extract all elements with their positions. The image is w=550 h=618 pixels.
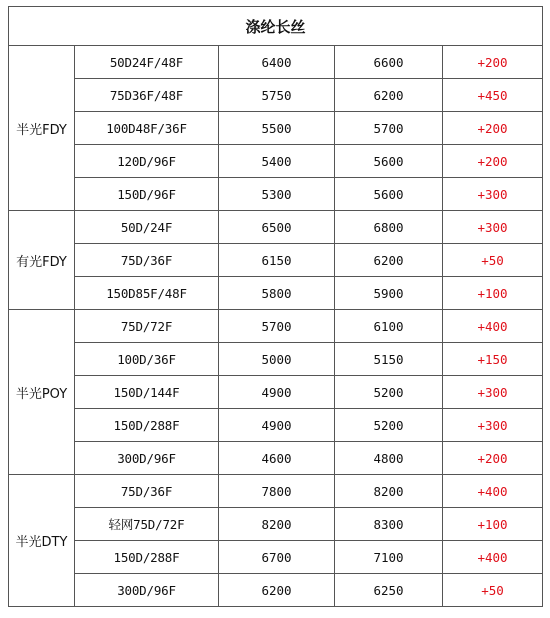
price-high-cell: 5700 <box>335 112 443 145</box>
price-low-cell: 8200 <box>219 508 335 541</box>
price-high-cell: 6800 <box>335 211 443 244</box>
spec-cell: 300D/96F <box>75 442 219 475</box>
price-low-cell: 5000 <box>219 343 335 376</box>
spec-cell: 300D/96F <box>75 574 219 607</box>
spec-cell: 150D/288F <box>75 409 219 442</box>
price-low-cell: 5300 <box>219 178 335 211</box>
change-cell: +50 <box>443 244 543 277</box>
category-cell: 半光FDY <box>9 46 75 211</box>
price-high-cell: 6600 <box>335 46 443 79</box>
table-row <box>9 310 543 343</box>
price-high-cell: 6200 <box>335 244 443 277</box>
table-row <box>9 46 543 79</box>
polyester-filament-price-table <box>8 6 543 607</box>
change-cell: +100 <box>443 277 543 310</box>
change-cell: +300 <box>443 409 543 442</box>
spec-cell: 50D24F/48F <box>75 46 219 79</box>
price-low-cell: 5750 <box>219 79 335 112</box>
table-row <box>9 343 543 376</box>
category-cell: 半光DTY <box>9 475 75 607</box>
table-row <box>9 112 543 145</box>
price-high-cell: 5600 <box>335 145 443 178</box>
spec-cell: 150D85F/48F <box>75 277 219 310</box>
change-cell: +200 <box>443 145 543 178</box>
price-low-cell: 6150 <box>219 244 335 277</box>
table-row <box>9 277 543 310</box>
table-row <box>9 211 543 244</box>
table-row <box>9 409 543 442</box>
price-low-cell: 4900 <box>219 376 335 409</box>
change-cell: +450 <box>443 79 543 112</box>
spec-cell: 100D48F/36F <box>75 112 219 145</box>
spec-cell: 75D/72F <box>75 310 219 343</box>
price-high-cell: 5200 <box>335 376 443 409</box>
spec-cell: 150D/288F <box>75 541 219 574</box>
change-cell: +300 <box>443 211 543 244</box>
change-cell: +200 <box>443 112 543 145</box>
price-high-cell: 8300 <box>335 508 443 541</box>
table-row <box>9 508 543 541</box>
table-row <box>9 145 543 178</box>
spec-cell: 100D/36F <box>75 343 219 376</box>
table-body <box>9 46 543 607</box>
price-high-cell: 5150 <box>335 343 443 376</box>
price-high-cell: 4800 <box>335 442 443 475</box>
price-low-cell: 6700 <box>219 541 335 574</box>
price-low-cell: 4900 <box>219 409 335 442</box>
change-cell: +400 <box>443 475 543 508</box>
change-cell: +50 <box>443 574 543 607</box>
table-row <box>9 79 543 112</box>
spec-cell: 75D/36F <box>75 475 219 508</box>
price-high-cell: 5900 <box>335 277 443 310</box>
change-cell: +200 <box>443 442 543 475</box>
change-cell: +400 <box>443 310 543 343</box>
spec-cell: 75D/36F <box>75 244 219 277</box>
spec-cell: 轻网75D/72F <box>75 508 219 541</box>
table-row <box>9 475 543 508</box>
spec-cell: 75D36F/48F <box>75 79 219 112</box>
table-row <box>9 442 543 475</box>
category-cell: 半光POY <box>9 310 75 475</box>
table-row <box>9 376 543 409</box>
price-low-cell: 6400 <box>219 46 335 79</box>
price-low-cell: 6200 <box>219 574 335 607</box>
spec-cell: 120D/96F <box>75 145 219 178</box>
change-cell: +200 <box>443 46 543 79</box>
spec-cell: 50D/24F <box>75 211 219 244</box>
price-low-cell: 5700 <box>219 310 335 343</box>
table-row <box>9 244 543 277</box>
price-low-cell: 5800 <box>219 277 335 310</box>
table-row <box>9 178 543 211</box>
price-high-cell: 6250 <box>335 574 443 607</box>
price-low-cell: 4600 <box>219 442 335 475</box>
price-table-container <box>8 6 543 607</box>
price-high-cell: 8200 <box>335 475 443 508</box>
price-high-cell: 5600 <box>335 178 443 211</box>
category-cell: 有光FDY <box>9 211 75 310</box>
price-low-cell: 5500 <box>219 112 335 145</box>
change-cell: +300 <box>443 376 543 409</box>
price-high-cell: 7100 <box>335 541 443 574</box>
price-low-cell: 6500 <box>219 211 335 244</box>
change-cell: +100 <box>443 508 543 541</box>
change-cell: +400 <box>443 541 543 574</box>
table-row <box>9 574 543 607</box>
price-low-cell: 5400 <box>219 145 335 178</box>
spec-cell: 150D/144F <box>75 376 219 409</box>
title-row <box>9 7 543 46</box>
price-high-cell: 6100 <box>335 310 443 343</box>
change-cell: +300 <box>443 178 543 211</box>
spec-cell: 150D/96F <box>75 178 219 211</box>
table-row <box>9 541 543 574</box>
price-low-cell: 7800 <box>219 475 335 508</box>
price-high-cell: 5200 <box>335 409 443 442</box>
table-title: 涤纶长丝 <box>9 7 543 46</box>
change-cell: +150 <box>443 343 543 376</box>
price-high-cell: 6200 <box>335 79 443 112</box>
